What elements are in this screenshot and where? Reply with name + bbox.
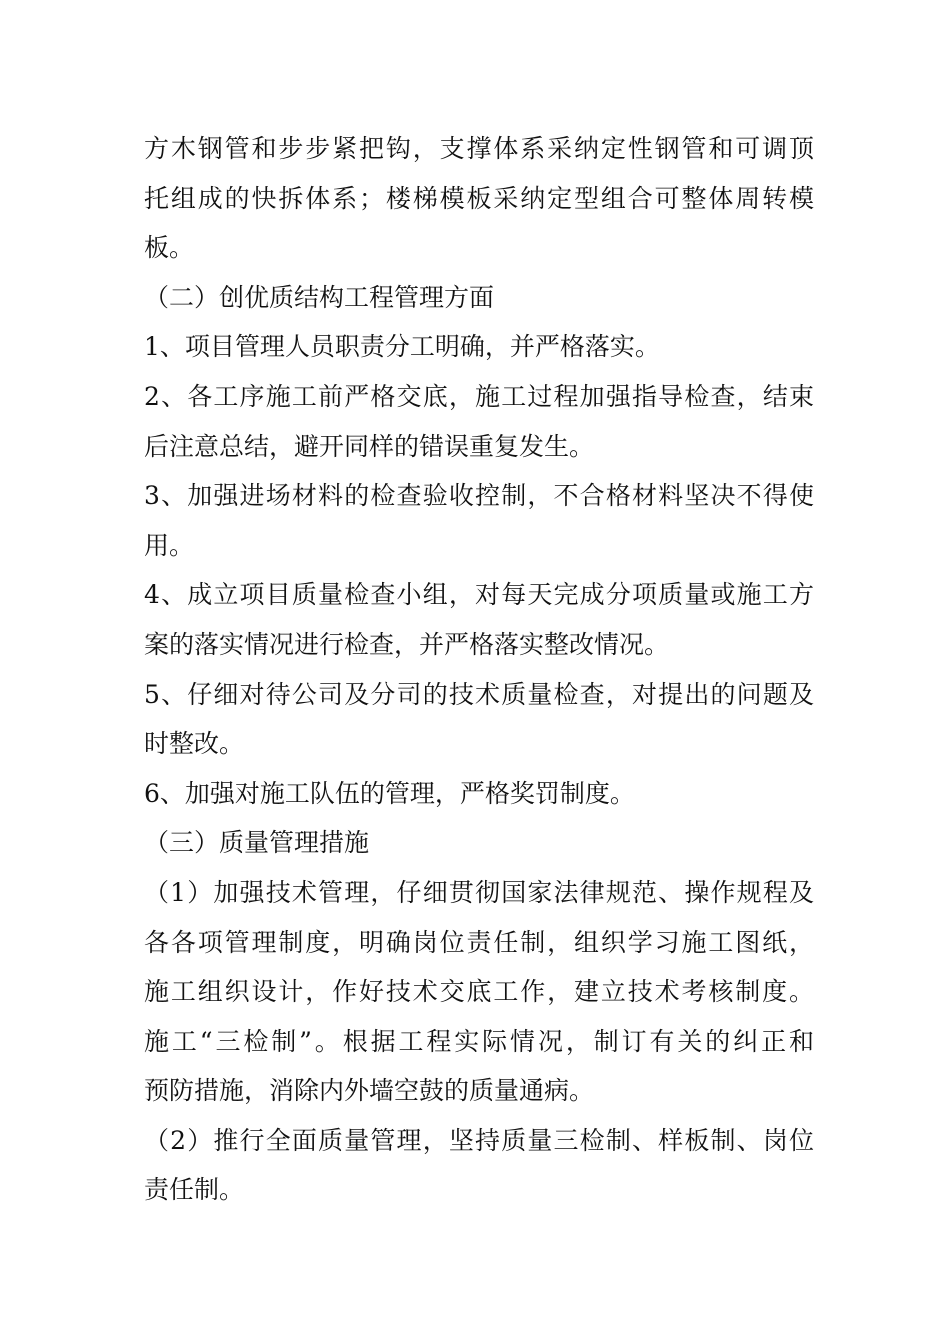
list-item: 1、项目管理人员职责分工明确，并严格落实。 — [144, 332, 660, 362]
list-item: 5、仔细对待公司及分司的技术质量检查，对提出的问题及 — [144, 679, 814, 709]
document-body — [144, 124, 814, 1215]
paragraph-line: 方木钢管和步步紧把钩，支撑体系采纳定性钢管和可调顶 — [144, 134, 814, 163]
list-item-continuation: 各各项管理制度，明确岗位责任制，组织学习施工图纸， — [144, 927, 814, 957]
section-heading: （二）创优质结构工程管理方面 — [144, 282, 495, 312]
list-item-continuation: 用。 — [144, 530, 195, 560]
list-item: （2）推行全面质量管理，坚持质量三检制、样板制、岗位 — [144, 1125, 814, 1155]
paragraph-line: 托组成的快拆体系；楼梯模板采纳定型组合可整体周转模 — [144, 183, 814, 213]
list-item-continuation: 施工“三检制”。根据工程实际情况，制订有关的纠正和 — [144, 1026, 814, 1056]
list-item: 3、加强进场材料的检查验收控制，不合格材料坚决不得使 — [144, 481, 814, 511]
list-item-continuation: 施工组织设计，作好技术交底工作，建立技术考核制度。 — [144, 977, 814, 1007]
list-item-continuation: 预防措施，消除内外墙空鼓的质量通病。 — [144, 1076, 595, 1106]
list-item: 2、各工序施工前严格交底，施工过程加强指导检查，结束 — [144, 381, 814, 411]
list-item: 6、加强对施工队伍的管理，严格奖罚制度。 — [144, 778, 635, 808]
list-item-continuation: 责任制。 — [144, 1175, 245, 1205]
list-item: （1）加强技术管理，仔细贯彻国家法律规范、操作规程及 — [144, 877, 814, 907]
list-item: 4、成立项目质量检查小组，对每天完成分项质量或施工方 — [144, 580, 814, 610]
list-item-continuation: 时整改。 — [144, 729, 245, 759]
list-item-continuation: 案的落实情况进行检查，并严格落实整改情况。 — [144, 629, 670, 659]
paragraph-line: 板。 — [144, 233, 195, 263]
section-heading: （三）质量管理措施 — [144, 828, 370, 858]
list-item-continuation: 后注意总结，避开同样的错误重复发生。 — [144, 431, 595, 461]
